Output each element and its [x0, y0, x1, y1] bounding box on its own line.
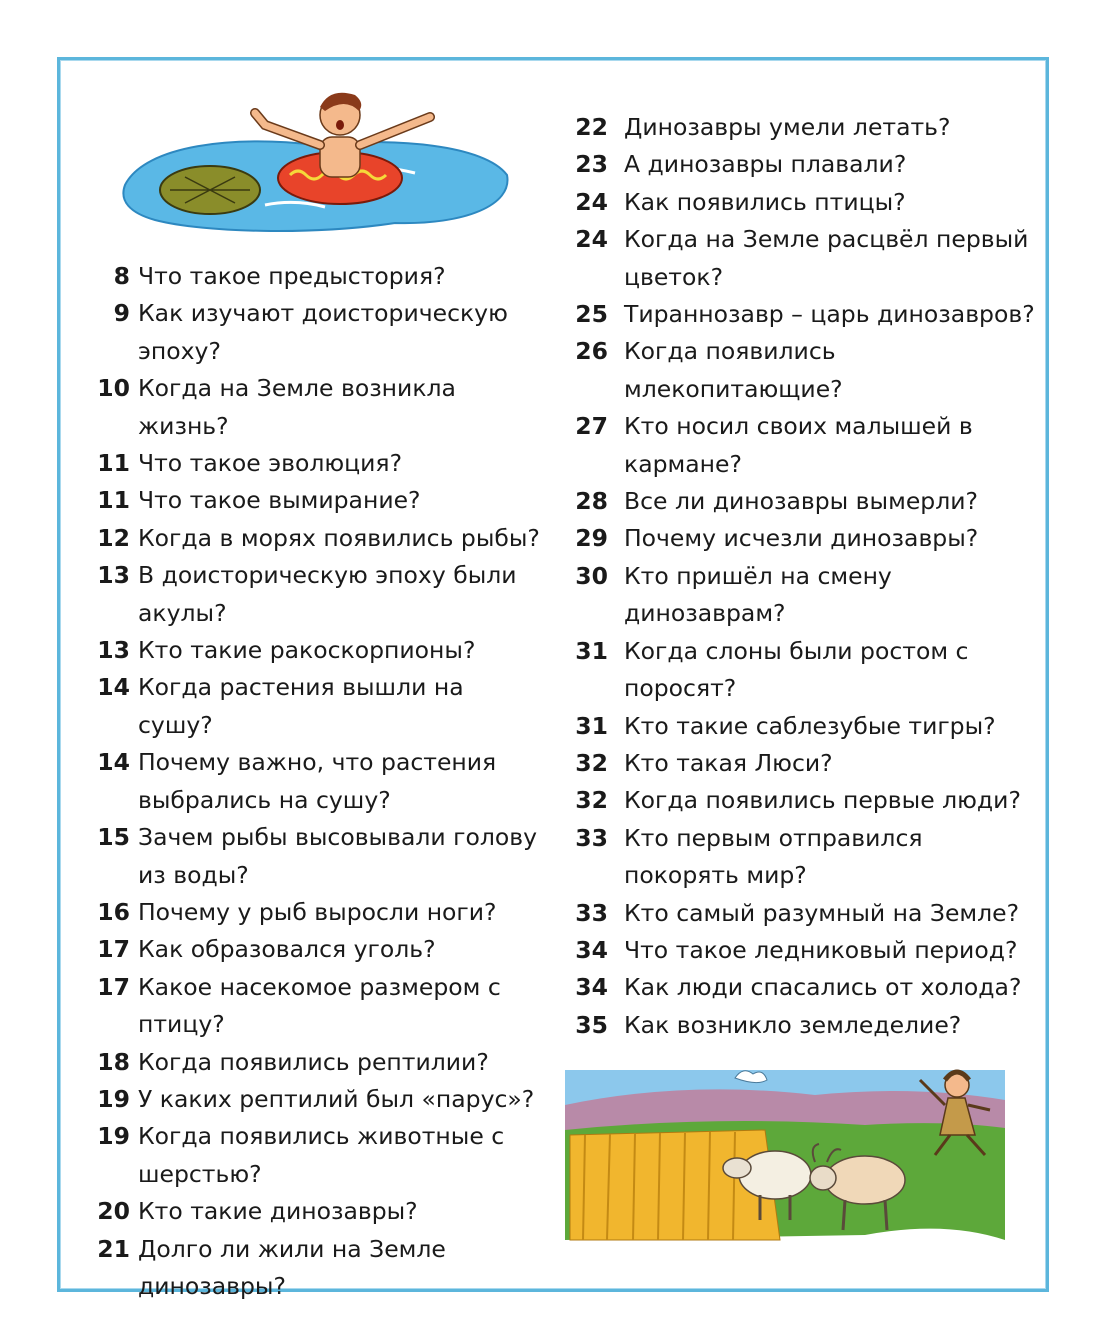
- entry-title: Что такое ледниковый период?: [624, 935, 1018, 964]
- page-number: 35: [575, 1010, 608, 1039]
- page-number: 25: [575, 300, 608, 329]
- page-number: 31: [575, 711, 608, 740]
- entry-title: Как изучают доисторическую эпоху?: [138, 299, 508, 365]
- page-number: 14: [97, 673, 130, 702]
- page-number: 26: [575, 337, 608, 366]
- page-number: 19: [97, 1084, 130, 1113]
- page-number: 24: [575, 225, 608, 254]
- entry-title: Почему у рыб выросли ноги?: [138, 897, 497, 926]
- entry-title: Кто такая Люси?: [624, 748, 833, 777]
- contents-entry: [570, 109, 1040, 146]
- entry-title: Что такое вымирание?: [138, 486, 421, 515]
- entry-title: Когда на Земле возникла жизнь?: [138, 374, 456, 440]
- entry-title: Когда появились рептилии?: [138, 1047, 489, 1076]
- contents-entry: [570, 633, 1040, 708]
- page-number: 12: [97, 523, 130, 552]
- contents-entry: [570, 708, 1040, 745]
- contents-entry: [570, 932, 1040, 969]
- entry-title: Почему исчезли динозавры?: [624, 524, 979, 553]
- contents-entry: [570, 782, 1040, 819]
- entry-title: В доисторическую эпоху были акулы?: [138, 561, 517, 627]
- contents-entry: [570, 296, 1040, 333]
- contents-entry: [84, 1193, 544, 1230]
- entry-title: Когда появились первые люди?: [624, 786, 1021, 815]
- contents-entry: [570, 895, 1040, 932]
- contents-entry: [570, 520, 1040, 557]
- contents-entry: [570, 408, 1040, 483]
- entry-title: Когда появились животные с шерстью?: [138, 1122, 505, 1188]
- page-number: 11: [97, 486, 130, 515]
- contents-entry: [570, 146, 1040, 183]
- entry-title: Что такое эволюция?: [138, 449, 403, 478]
- page-number: 10: [97, 374, 130, 403]
- contents-entry: [84, 520, 544, 557]
- contents-entry: [84, 894, 544, 931]
- entry-title: Динозавры умели летать?: [624, 113, 951, 141]
- page-number: 27: [575, 412, 608, 441]
- contents-entry: [570, 745, 1040, 782]
- contents-left-column: [84, 258, 544, 1305]
- page-number: 32: [575, 748, 608, 777]
- contents-entry: [570, 558, 1040, 633]
- contents-entry: [84, 931, 544, 968]
- page-number: 29: [575, 524, 608, 553]
- page-number: 22: [575, 113, 608, 141]
- contents-entry: [84, 295, 544, 370]
- entry-title: Когда появились млекопитающие?: [624, 337, 843, 403]
- page-number: 32: [575, 786, 608, 815]
- contents-right-column: [570, 109, 1040, 1044]
- entry-title: У каких рептилий был «парус»?: [138, 1084, 535, 1113]
- page-number: 13: [97, 561, 130, 590]
- page-number: 15: [97, 823, 130, 852]
- entry-title: А динозавры плавали?: [624, 150, 907, 179]
- page-number: 13: [97, 636, 130, 665]
- entry-title: Как образовался уголь?: [138, 935, 436, 964]
- entry-title: Все ли динозавры вымерли?: [624, 487, 978, 516]
- contents-entry: [84, 819, 544, 894]
- contents-entry: [570, 184, 1040, 221]
- page-number: 11: [97, 449, 130, 478]
- contents-entry: [84, 744, 544, 819]
- contents-entry: [570, 1007, 1040, 1044]
- page-number: 8: [113, 262, 130, 290]
- contents-entry: [570, 969, 1040, 1006]
- entry-title: Кто самый разумный на Земле?: [624, 898, 1020, 927]
- contents-entry: [84, 1231, 544, 1306]
- entry-title: Когда на Земле расцвёл первый цветок?: [624, 225, 1029, 291]
- entry-title: Почему важно, что растения выбрались на сушу?: [138, 748, 497, 814]
- contents-entry: [84, 1081, 544, 1118]
- entry-title: Кто первым отправился покорять мир?: [624, 823, 923, 890]
- contents-entry: [84, 1044, 544, 1081]
- entry-title: Когда растения вышли на сушу?: [138, 673, 464, 739]
- entry-title: Тираннозавр – царь динозавров?: [624, 300, 1035, 329]
- entry-title: Как люди спасались от холода?: [624, 973, 1022, 1002]
- contents-entry: [570, 333, 1040, 408]
- entry-title: Кто пришёл на смену динозаврам?: [624, 561, 892, 628]
- contents-entry: [84, 632, 544, 669]
- page-number: 9: [113, 299, 130, 328]
- page-number: 16: [97, 897, 130, 926]
- contents-entry: [570, 483, 1040, 520]
- page-number: 17: [97, 935, 130, 964]
- page-number: 28: [575, 487, 608, 516]
- entry-title: Что такое предыстория?: [138, 262, 446, 290]
- entry-title: Когда слоны были ростом с поросят?: [624, 636, 969, 703]
- contents-entry: [84, 258, 544, 295]
- page-number: 17: [97, 972, 130, 1001]
- page-number: 21: [97, 1234, 130, 1263]
- page-number: 33: [575, 898, 608, 927]
- entry-title: Когда в морях появились рыбы?: [138, 523, 540, 552]
- entry-title: Какое насекомое размером с птицу?: [138, 972, 501, 1039]
- contents-entry: [84, 557, 544, 632]
- farming-illustration: [565, 1050, 1010, 1245]
- page-number: 24: [575, 187, 608, 216]
- contents-entry: [84, 669, 544, 744]
- page-number: 31: [575, 636, 608, 665]
- entry-title: Кто такие саблезубые тигры?: [624, 711, 996, 740]
- page-number: 23: [575, 150, 608, 179]
- page-number: 34: [575, 973, 608, 1002]
- entry-title: Зачем рыбы высовывали голову из воды?: [138, 823, 537, 889]
- contents-entry: [570, 221, 1040, 296]
- contents-entry: [84, 445, 544, 482]
- page-number: 30: [575, 561, 608, 590]
- entry-title: Кто такие ракоскорпионы?: [138, 636, 476, 665]
- contents-entry: [570, 820, 1040, 895]
- page-number: 34: [575, 935, 608, 964]
- contents-entry: [84, 1118, 544, 1193]
- contents-entry: [84, 370, 544, 445]
- entry-title: Долго ли жили на Земле динозавры?: [138, 1234, 446, 1300]
- entry-title: Кто носил своих малышей в кармане?: [624, 412, 973, 478]
- swimming-boy-illustration: [115, 75, 515, 245]
- page-number: 20: [97, 1197, 130, 1226]
- page-number: 33: [575, 823, 608, 852]
- page-number: 18: [97, 1047, 130, 1076]
- page-number: 19: [97, 1122, 130, 1151]
- entry-title: Как появились птицы?: [624, 187, 906, 216]
- entry-title: Как возникло земледелие?: [624, 1010, 962, 1039]
- contents-entry: [84, 969, 544, 1044]
- entry-title: Кто такие динозавры?: [138, 1197, 418, 1226]
- contents-entry: [84, 482, 544, 519]
- page-number: 14: [97, 748, 130, 777]
